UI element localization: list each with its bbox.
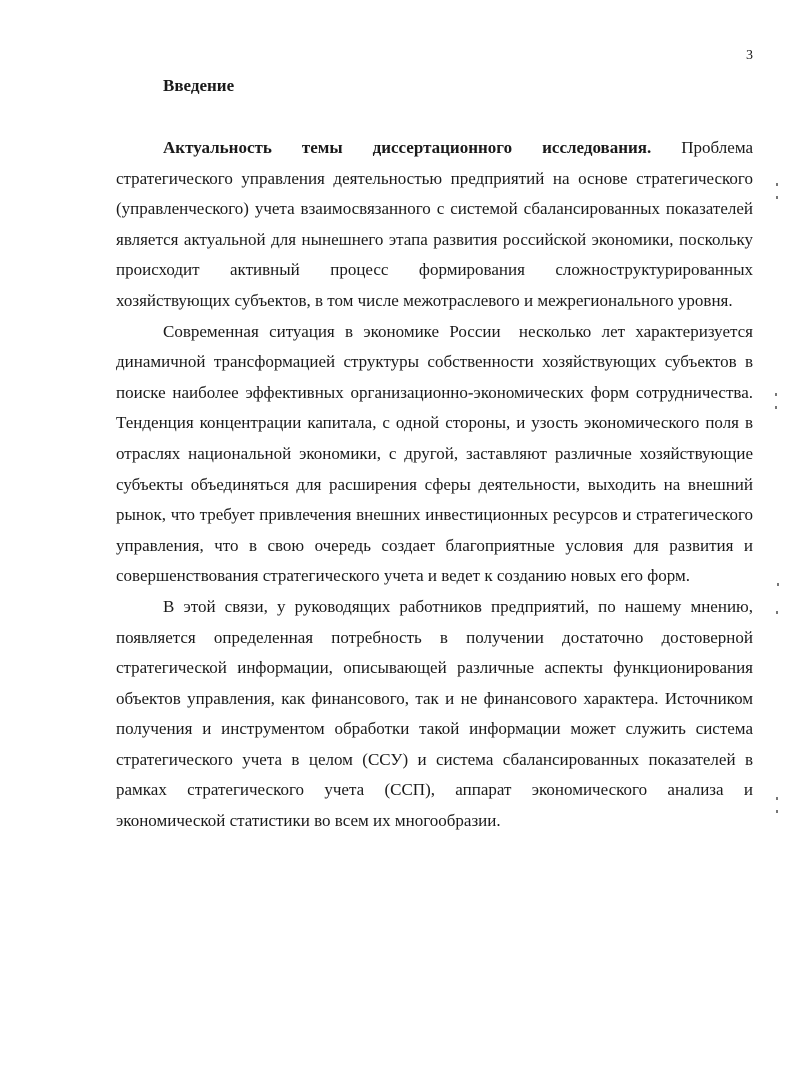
scan-speck xyxy=(776,611,778,614)
paragraph-text: Современная ситуация в экономике России xyxy=(163,321,501,341)
scan-speck xyxy=(775,393,777,396)
paragraph-text: несколько лет характеризуется динамичной трансформацией структуры собственности хозяйствующих субъектов в поиске наиболее эффективных организационно-экономических форм сотрудничества. Тенденция концентрации капитала, с одной стороны, и узость экономического поля в отраслях национальной экономики, с другой, заставляют различные хозяйствующие субъекты объединяться для расширения сферы деятельности, выходить на внешний рынок, что требует привлечения внешних инвестиционных ресурсов и стратегического управления, что в свою очередь создает благоприятные условия для развития и совершенствования стратегического учета и ведет к созданию новых его форм. xyxy=(116,321,754,586)
paragraph-relevance xyxy=(116,133,753,317)
section-heading: Введение xyxy=(163,76,235,95)
page-number: 3 xyxy=(746,48,753,63)
paragraph-information-need xyxy=(116,592,753,837)
paragraph-lead: Актуальность темы диссертационного исследования. xyxy=(163,138,652,157)
paragraph-situation xyxy=(116,317,753,592)
body-text xyxy=(116,133,753,837)
scan-speck xyxy=(776,196,778,199)
scan-speck xyxy=(776,797,778,800)
paragraph-text: В этой связи, у руководящих работников предприятий, по нашему мнению, появляется определенная потребность в получении достаточно достоверной стратегической информации, описывающей различные аспекты функционирования объектов управления, как финансового, так и не финансового характера. Источником получения и инструментом обработки такой информации может служить система стратегического учета в целом (ССУ) и система сбалансированных показателей в рамках стратегического учета (ССП), аппарат экономического анализа и экономической статистики во всем их многообразии. xyxy=(116,596,753,831)
scan-speck xyxy=(777,583,779,586)
scan-speck xyxy=(776,810,778,813)
scan-speck xyxy=(775,406,777,409)
scan-speck xyxy=(776,183,778,186)
paragraph-text: Проблема стратегического управления деятельностью предприятий на основе стратегического (управленческого) учета взаимосвязанного с системой сбалансированных показателей является актуальной для нынешнего этапа развития российской экономики, поскольку происходит активный процесс формирования сложноструктурированных хозяйствующих субъектов, в том числе межотраслевого и межрегионального уровня. xyxy=(116,138,753,310)
